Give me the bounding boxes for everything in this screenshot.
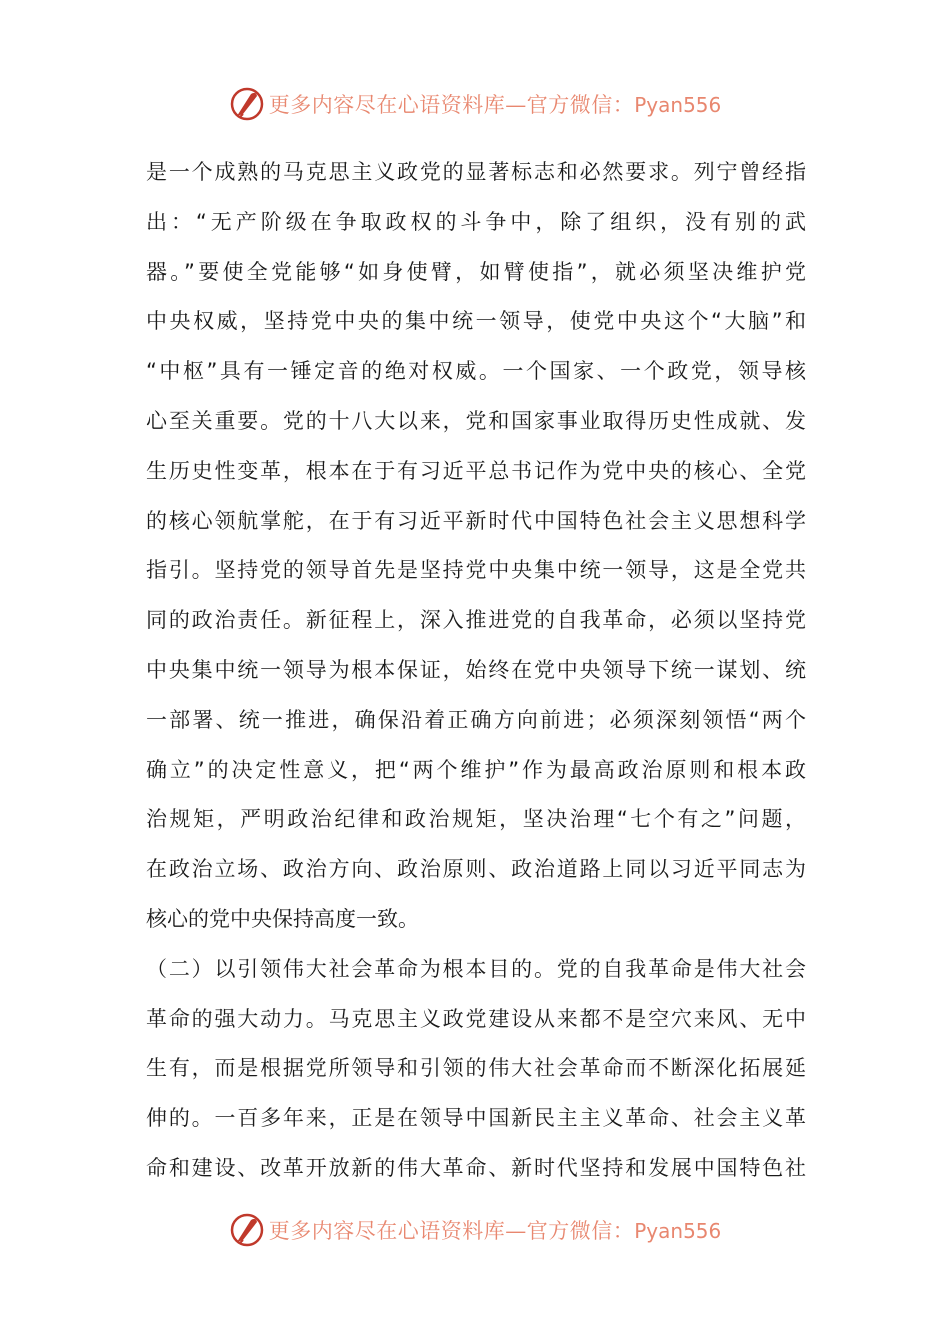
quill-pen-icon — [229, 86, 265, 122]
text-line: 伸的。一百多年来，正是在领导中国新民主主义革命、社会主义革 — [146, 1106, 806, 1131]
text-line: 指引。坚持党的领导首先是坚持党中央集中统一领导，这是全党共 — [146, 558, 806, 583]
text-line: 同的政治责任。新征程上，深入推进党的自我革命，必须以坚持党 — [146, 608, 806, 633]
wechat-id: Pyan556 — [634, 1219, 722, 1243]
text-line: 生有，而是根据党所领导和引领的伟大社会革命而不断深化拓展延 — [146, 1056, 806, 1081]
text-line: 革命的强大动力。马克思主义政党建设从来都不是空穴来风、无中 — [146, 1006, 806, 1031]
text-line: 确立”的决定性意义，把“两个维护”作为最高政治原则和根本政 — [146, 757, 806, 782]
text-line: 命和建设、改革开放新的伟大革命、新时代坚持和发展中国特色社 — [146, 1155, 806, 1180]
text-line: 在政治立场、政治方向、政治原则、政治道路上同以习近平同志为 — [146, 857, 806, 882]
text-line: 是一个成熟的马克思主义政党的显著标志和必然要求。列宁曾经指 — [146, 160, 806, 184]
text-line: 器。”要使全党能够“如身使臂，如臂使指”，就必须坚决维护党 — [146, 259, 806, 284]
text-line: 一部署、统一推进，确保沿着正确方向前进；必须深刻领悟“两个 — [146, 707, 806, 732]
watermark-footer — [0, 1210, 950, 1250]
text-line: 生历史性变革，根本在于有习近平总书记作为党中央的核心、全党 — [146, 458, 806, 483]
document-body — [146, 148, 806, 1194]
text-line: 治规矩，严明政治纪律和政治规矩，坚决治理“七个有之”问题， — [146, 807, 806, 832]
wechat-id: Pyan556 — [634, 93, 722, 117]
text-line: 出：“无产阶级在争取政权的斗争中，除了组织，没有别的武 — [146, 209, 806, 234]
text-line: 心至关重要。党的十八大以来，党和国家事业取得历史性成就、发 — [146, 408, 806, 433]
watermark-text: 更多内容尽在心语资料库—官方微信：Pyan556 — [268, 93, 722, 117]
text-line: 核心的党中央保持高度一致。 — [146, 906, 419, 931]
watermark-header — [0, 84, 950, 124]
watermark-text: 更多内容尽在心语资料库—官方微信：Pyan556 — [268, 1219, 722, 1243]
text-line: 中央集中统一领导为根本保证，始终在党中央领导下统一谋划、统 — [146, 657, 806, 682]
quill-pen-icon — [229, 1212, 265, 1248]
text-line: “中枢”具有一锤定音的绝对权威。一个国家、一个政党，领导核 — [146, 359, 806, 384]
section-heading-line: （二）以引领伟大社会革命为根本目的。党的自我革命是伟大社会 — [146, 956, 806, 981]
text-line: 中央权威，坚持党中央的集中统一领导，使党中央这个“大脑”和 — [146, 309, 806, 334]
text-line: 的核心领航掌舵，在于有习近平新时代中国特色社会主义思想科学 — [146, 508, 806, 533]
